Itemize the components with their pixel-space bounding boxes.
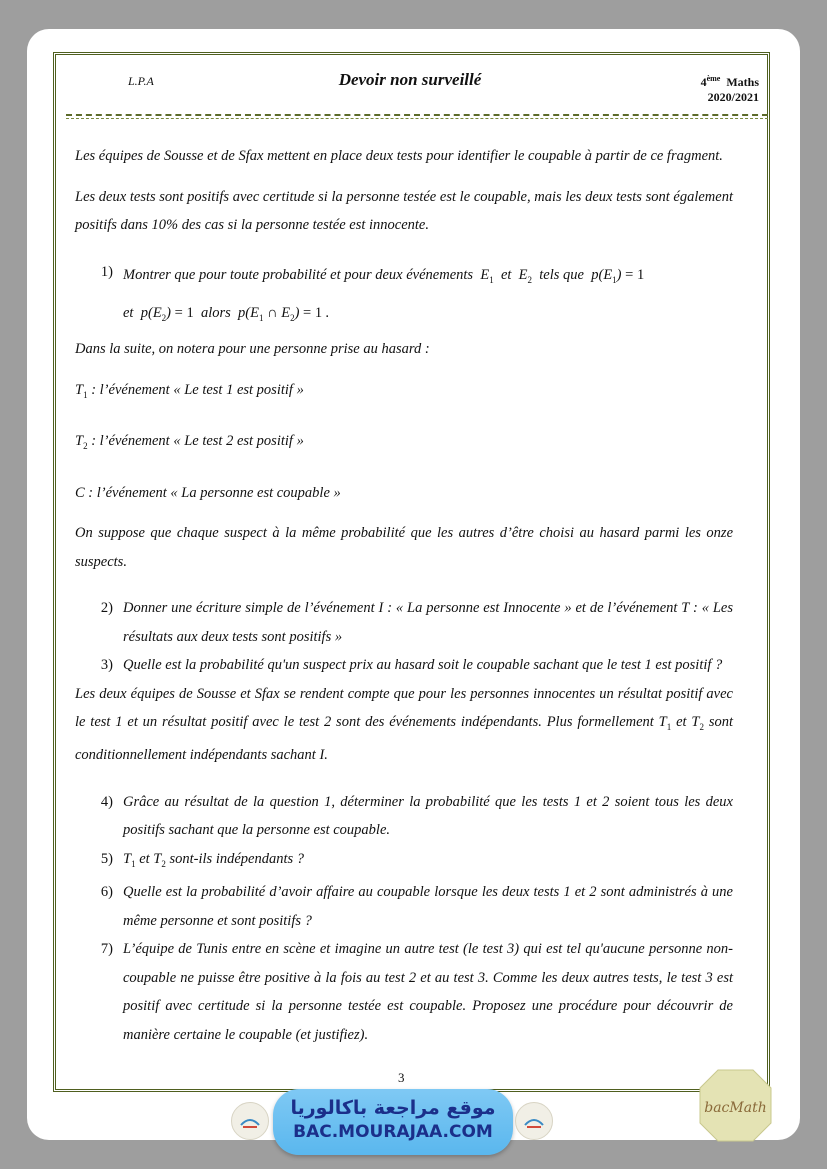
site-banner-link[interactable] xyxy=(273,1089,513,1155)
question-1: 1) Montrer que pour toute probabilité et pour deux événements $E_1$ et $E_2$ tels que $p(E_1) = 1$ et $p(E_2) = 1$ alors $p(E_1$ ∩ $E_2) = 1$ . xyxy=(100,263,645,324)
paragraph-intro: Les équipes de Sousse et de Sfax mettent en place deux tests pour identifier le coupable à partir de ce fragment. xyxy=(75,148,723,164)
question-3: 3) Quelle est la probabilité qu'un suspect prix au hasard soit le coupable sachant que le test 1 est positif ? xyxy=(100,657,723,674)
paragraph-suspects: On suppose que chaque suspect à la même probabilité que les autres d’être choisi au hasard parmi les onze suspects. xyxy=(75,525,733,570)
question-7: 7) L’équipe de Tunis entre en scène et imagine un autre test (le test 3) qui est tel qu'aucune personne non-coupable ne puisse être positive à la fois au test 2 et au test 3. Comme les deux autres tests, le test 3 est positif avec certitude si la personne testée est coupable. Proposez une procédure pour découvrir de manière certaine le coupable (et justifiez). xyxy=(100,941,733,1043)
page-number: 3 xyxy=(398,1070,405,1085)
event-t2: $T_2$ : l’événement « Le test 2 est positif » xyxy=(75,433,304,452)
bacmath-logo-icon xyxy=(698,1068,773,1143)
paragraph-notation: Dans la suite, on notera pour une personne prise au hasard : xyxy=(75,341,430,358)
event-t1: $T_1$ : l’événement « Le test 1 est positif » xyxy=(75,381,304,400)
site-logo-left-icon xyxy=(231,1102,269,1140)
banner-arabic-text: موقع مراجعة باكالوريا xyxy=(290,1097,496,1119)
question-6: 6) Quelle est la probabilité d’avoir affaire au coupable lorsque les deux tests 1 et 2 sont administrés à une même personne et sont positifs ? xyxy=(100,884,733,929)
paragraph-tests: Les deux tests sont positifs avec certitude si la personne testée est le coupable, mais les deux tests sont également positifs dans 10% des cas si la personne testée est innocente. xyxy=(75,188,733,233)
site-logo-right-icon xyxy=(515,1102,553,1140)
school-year: 2020/2021 xyxy=(707,90,759,104)
question-2: 2) Donner une écriture simple de l’événement I : « La personne est Innocente » et de l’événement T : « Les résultats aux deux tests sont positifs » xyxy=(100,600,733,645)
question-4: 4) Grâce au résultat de la question 1, déterminer la probabilité que les tests 1 et 2 soient tous les deux positifs sachant que la personne est coupable. xyxy=(100,793,733,839)
bacmath-logo-text: bacMath xyxy=(704,1100,767,1116)
question-5: 5) $T_1$ et $T_2$ sont-ils indépendants ? xyxy=(100,850,305,869)
banner-url-text: BAC.MOURAJAA.COM xyxy=(293,1122,493,1142)
event-c: C : l’événement « La personne est coupable » xyxy=(75,484,341,501)
school-name: L.P.A xyxy=(128,74,154,88)
paragraph-independence: Les deux équipes de Sousse et Sfax se rendent compte que pour les personnes innocentes un résultat positif avec le test 1 et un résultat positif avec le test 2 sont des événements indépendants. Plus formellement $T_1$ et $T_2$ sont conditionnellement indépendants sachant I. xyxy=(75,685,733,764)
class-info: 4ème Maths 2020/2021 xyxy=(700,74,759,104)
header-divider xyxy=(66,114,768,116)
header-divider-2 xyxy=(66,118,768,119)
document-body xyxy=(75,142,733,1049)
document-title: Devoir non surveillé xyxy=(338,70,482,89)
